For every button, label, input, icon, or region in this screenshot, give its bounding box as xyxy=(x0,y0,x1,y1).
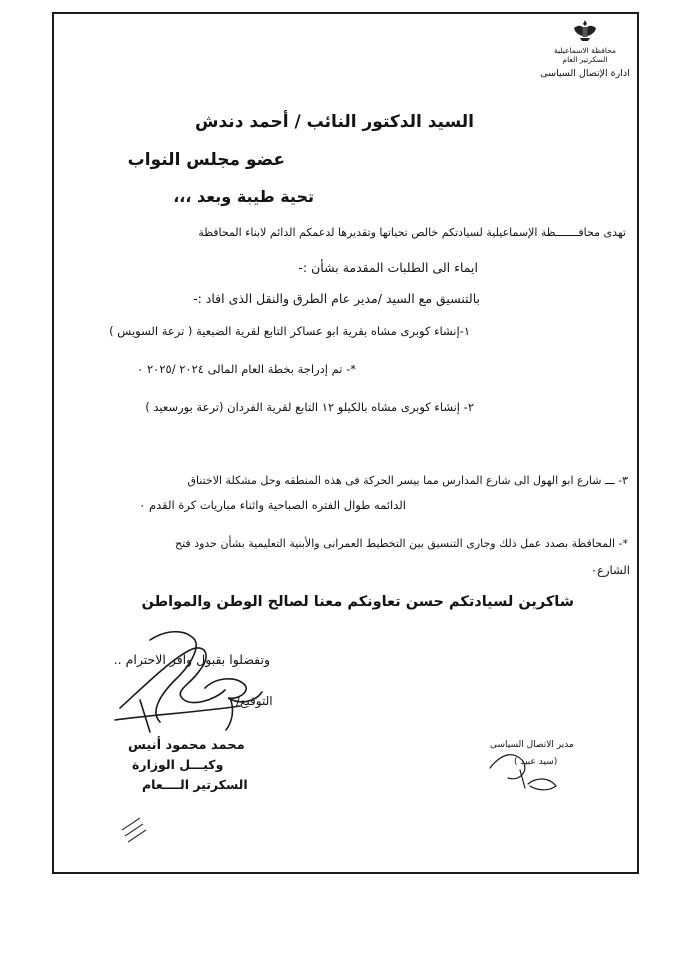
secretary-role: وكيـــل الوزارة xyxy=(132,757,224,772)
coordination-line: بالتنسيق مع السيد /مدير عام الطرق والنقل الذى افاد :- xyxy=(193,291,480,306)
political-manager-name: (سيد عبيد ) xyxy=(514,757,558,767)
letterhead xyxy=(540,18,630,79)
closing-line: وتفضلوا بقبول وافر الاحترام .. xyxy=(113,652,270,667)
item-2: ٢- إنشاء كوبرى مشاه بالكيلو ١٢ التابع لقرية الفردان (ترعة بورسعيد ) xyxy=(145,400,474,414)
governorate-label: محافظة الاسماعيلية xyxy=(553,46,617,55)
recipient-role: عضو مجلس النواب xyxy=(127,150,285,170)
secretary-name: محمد محمود أنيس xyxy=(128,738,245,753)
eagle-emblem-icon xyxy=(572,18,598,44)
signature-label: التوقيع/ xyxy=(236,694,273,708)
thanks-line: شاكرين لسيادتكم حسن تعاونكم معنا لصالح الوطن والمواطن xyxy=(141,594,574,610)
item-3-note-line-1: *- المحافظة بصدد عمل ذلك وجارى التنسيق بين التخطيط العمرانى والأبنية التعليمية بشأن حدود فتح xyxy=(175,537,628,550)
item-1-note: *- تم إدراجة بخطة العام المالى ٢٠٢٤ /٢٠٢٥ ٠ xyxy=(137,362,356,376)
reference-line: ايماء الى الطلبات المقدمة بشأن :- xyxy=(298,260,478,275)
secretary-label: السكرتير العام xyxy=(562,55,608,64)
intro-paragraph: تهدى محافـــــــظة الإسماعيلية لسيادتكم خالص تحياتها وتقديرها لدعمكم الدائم لابناء المحافظة xyxy=(198,226,626,239)
item-3-line-1: ٣- ـــ شارع ابو الهول الى شارع المدارس مما ييسر الحركة فى هذه المنطقه وحل مشكلة الاختناق xyxy=(187,474,628,487)
item-3-line-2: الدائمه طوال الفتره الصباحية واثناء مباريات كرة القدم ٠ xyxy=(139,498,406,512)
political-manager-title: مدير الاتصال السياسى xyxy=(490,740,574,750)
department-label: ادارة الإتصال السياسى xyxy=(540,68,630,79)
item-1: ١-إنشاء كوبرى مشاه بقرية ابو عساكر التابع لقرية الضبعية ( ترعة السويس ) xyxy=(109,324,470,338)
secretary-title: السكرتير الــــعام xyxy=(142,777,248,792)
recipient-line: السيد الدكتور النائب / أحمد دندش xyxy=(195,112,474,132)
item-3-note-line-2: الشارع٠ xyxy=(590,563,630,577)
greeting: تحية طيبة وبعد ،،، xyxy=(173,187,314,206)
